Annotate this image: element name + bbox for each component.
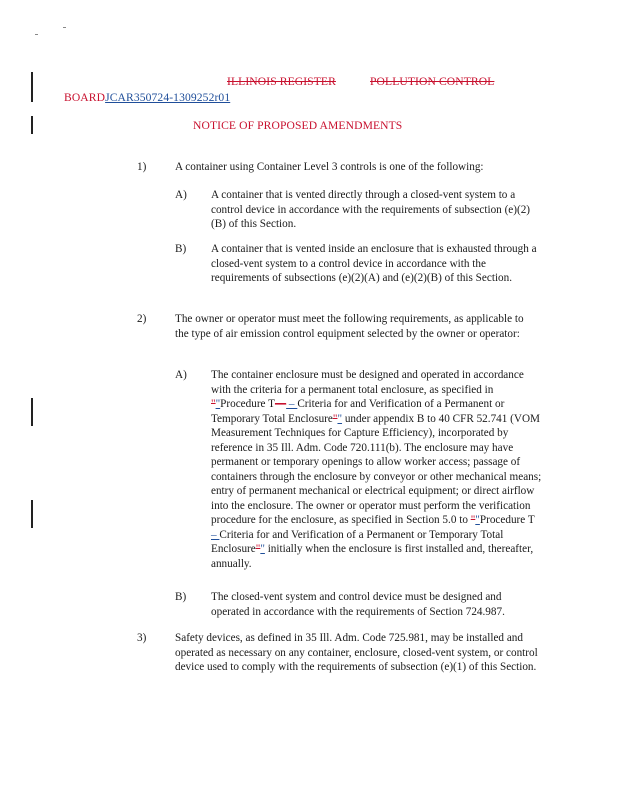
- subitem-number: B): [175, 591, 187, 603]
- scan-mark: [35, 34, 38, 35]
- item-number: 3): [137, 632, 147, 644]
- notice-heading: [193, 119, 402, 132]
- item-text: The owner or operator must meet the following requirements, as applicable to the type of air emission control equipment selected by the owner or operator:: [175, 313, 524, 340]
- board-prefix: BOARD: [64, 91, 106, 104]
- text-run: Criteria for and Verification of a Permanent or Temporary Total Enclosure: [211, 528, 504, 555]
- doc-id: JCAR350724-1309252r01: [105, 91, 231, 104]
- deleted-quote: ": [211, 398, 216, 410]
- text-run: Procedure T: [479, 514, 535, 526]
- inserted-dash: –: [286, 398, 298, 410]
- deleted-quote: ": [470, 514, 476, 526]
- inserted-quote: ": [337, 412, 343, 425]
- text-run: The container enclosure must be designed and operated in accordance with the criteria for a permanent total enclosure, as specified in: [211, 369, 524, 396]
- notice-title: NOTICE OF PROPOSED AMENDMENTS: [193, 119, 403, 132]
- header-register: [227, 75, 336, 88]
- subitem-number: A): [175, 369, 187, 381]
- text-run: under appendix B to 40 CFR 52.741 (VOM Measurement Techniques for Capture Efficiency), incorporated by reference in 35 Ill. Adm. Code 720.111(b). The enclosure may have permanent or temporary openings to allow worker access; passage of containers through the enclosure by conveyor or other mechanical means; entry of permanent mechanical or electrical equipment; or direct airflow into the enclosure. The owner or operator must perform the verification procedure for the enclosure, as specified in Section 5.0 to: [211, 412, 542, 526]
- scan-mark: [63, 27, 66, 28]
- subitem-number: A): [175, 189, 187, 201]
- deleted-quote: ": [255, 543, 261, 555]
- subitem-text: A container that is vented inside an enclosure that is exhausted through a closed-vent system to a control device in accordance with the requirements of subsections (e)(2)(A) and (e)(2)(B) of this Section.: [211, 243, 537, 284]
- change-bar: [31, 398, 33, 426]
- change-bar: [31, 116, 33, 134]
- text-run: initially when the enclosure is first installed and, thereafter, annually.: [211, 543, 534, 570]
- text-run: Procedure T: [220, 398, 275, 410]
- change-bar: [31, 500, 33, 528]
- register-title: ILLINOIS REGISTER: [227, 75, 336, 88]
- header-board-deleted: [370, 75, 494, 88]
- inserted-quote: ": [260, 543, 265, 555]
- inserted-quote: ": [475, 514, 480, 526]
- subitem-number: B): [175, 243, 187, 255]
- deleted-quote: ": [332, 412, 338, 425]
- item-text: Safety devices, as defined in 35 Ill. Adm. Code 725.981, may be installed and operated as necessary on any container, enclosure, closed-vent system, or control device used to comply with the requirements of subsection (e)(1) of this Section.: [175, 632, 538, 673]
- inserted-quote: ": [215, 398, 221, 410]
- item-number: 1): [137, 161, 147, 173]
- subitem-text-2a: [211, 368, 542, 571]
- board-name-deleted: POLLUTION CONTROL: [370, 75, 495, 88]
- inserted-dash: –: [211, 528, 220, 541]
- subitem-text: A container that is vented directly through a closed-vent system to a control device in accordance with the requirements of subsection (e)(2)(B) of this Section.: [211, 189, 531, 230]
- change-bar: [31, 72, 33, 102]
- item-text: A container using Container Level 3 controls is one of the following:: [175, 161, 484, 173]
- subitem-text: The closed-vent system and control device must be designed and operated in accordance with the requirements of Section 724.987.: [211, 591, 505, 618]
- item-number: 2): [137, 313, 147, 325]
- deleted-dash: —: [274, 398, 287, 410]
- text-run: Criteria for and Verification of a Permanent or Temporary Total Enclosure: [211, 398, 505, 425]
- header-board-line: [64, 91, 230, 104]
